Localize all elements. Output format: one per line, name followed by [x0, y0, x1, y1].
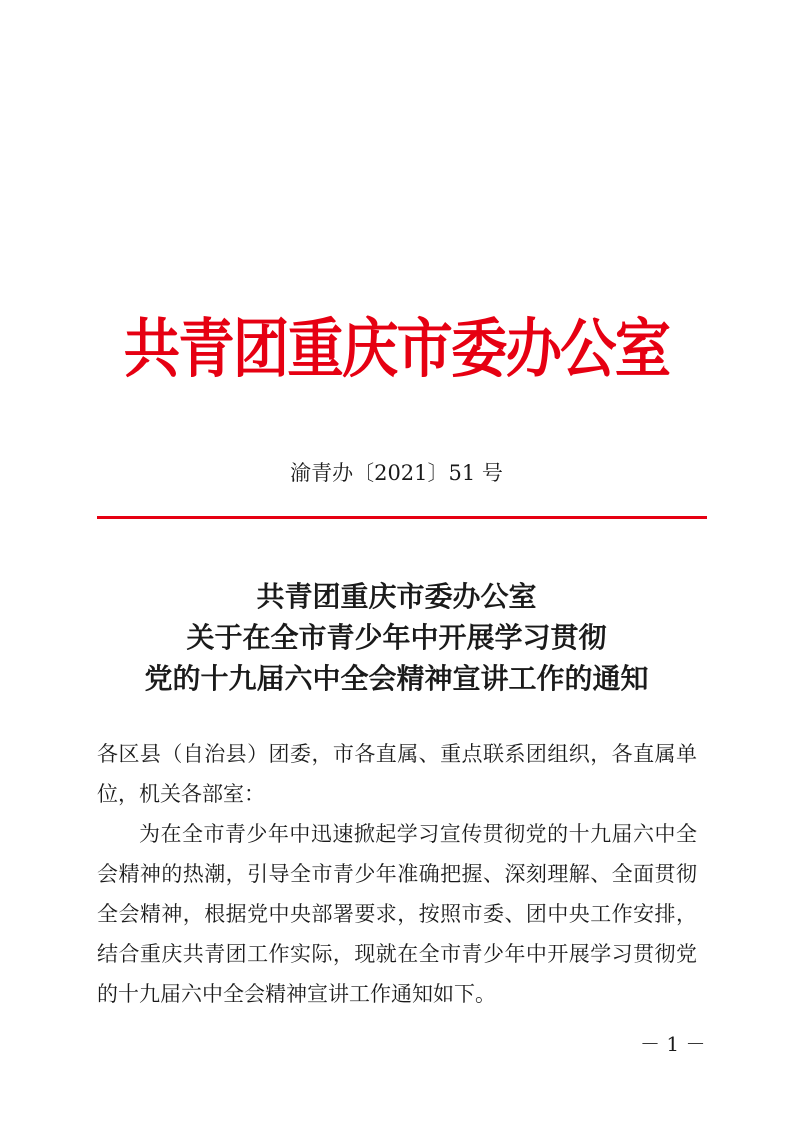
page-number: － 1 － — [640, 1032, 706, 1056]
body-paragraph-1: 为在全市青少年中迅速掀起学习宣传贯彻党的十九届六中全会精神的热潮，引导全市青少年准确把握、深刻理解、全面贯彻全会精神，根据党中央部署要求，按照市委、团中央工作安排，结合重庆共青团工作实际，现就在全市青少年中开展学习贯彻党的十九届六中全会精神宣讲工作通知如下。 — [97, 822, 697, 1006]
notice-title-line-3: 党的十九届六中全会精神宣讲工作的通知 — [144, 662, 649, 695]
notice-body — [97, 734, 697, 1014]
notice-title-line-1: 共青团重庆市委办公室 — [256, 580, 537, 613]
recipients-line: 各区县（自治县）团委，市各直属、重点联系团组织，各直属单位，机关各部室： — [97, 742, 697, 806]
notice-title-line-2: 关于在全市青少年中开展学习贯彻 — [186, 621, 607, 654]
notice-title — [0, 576, 793, 699]
document-number: 渝青办〔2021〕51 号 — [290, 461, 503, 485]
issuing-organization-header: 共青团重庆市委办公室 — [123, 312, 670, 387]
red-divider-line — [97, 516, 707, 519]
